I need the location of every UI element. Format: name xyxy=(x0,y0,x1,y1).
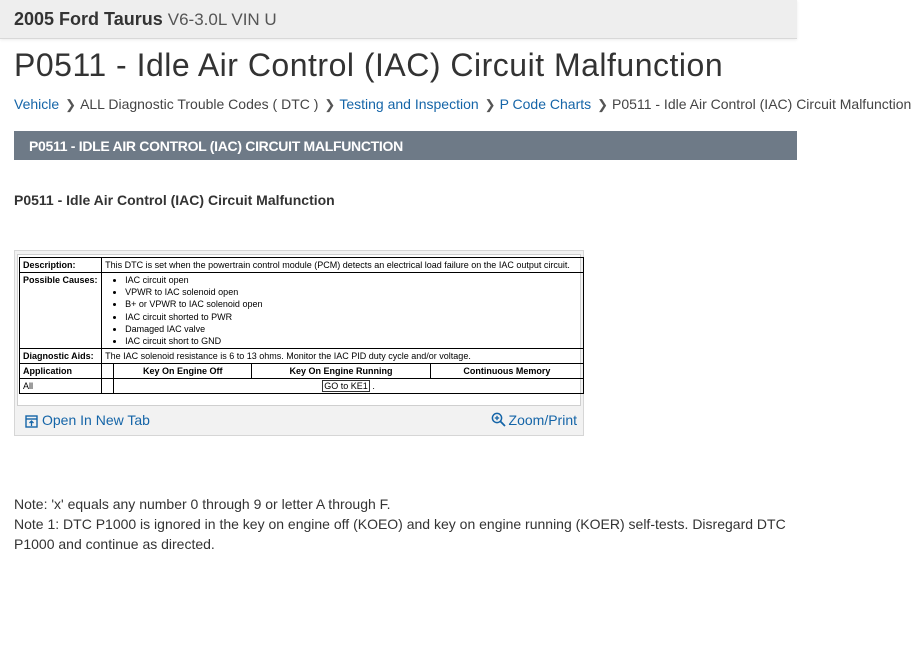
vehicle-header xyxy=(0,0,797,39)
note-x-equals: Note: 'x' equals any number 0 through 9 or letter A through F. xyxy=(14,496,391,512)
open-new-tab-icon xyxy=(25,415,38,428)
notes xyxy=(14,494,789,554)
vehicle-name: 2005 Ford Taurus xyxy=(14,9,163,29)
row-application: All xyxy=(20,379,102,394)
aids-label: Diagnostic Aids: xyxy=(20,349,102,364)
zoom-in-icon xyxy=(491,412,506,427)
chevron-right-icon: ❯ xyxy=(324,97,336,112)
cause-item: • VPWR to IAC solenoid open xyxy=(125,286,580,298)
cause-item: • B+ or VPWR to IAC solenoid open xyxy=(125,298,580,310)
breadcrumb-current: P0511 - Idle Air Control (IAC) Circuit Malfunction xyxy=(612,96,911,112)
chevron-right-icon: ❯ xyxy=(484,97,496,112)
zoom-print-button[interactable] xyxy=(491,412,577,428)
causes-label: Possible Causes: xyxy=(20,273,102,349)
breadcrumb-testing[interactable]: Testing and Inspection xyxy=(339,96,479,112)
section-header-title: P0511 - IDLE AIR CONTROL (IAC) CIRCUIT MALFUNCTION xyxy=(29,138,403,154)
open-in-new-tab-button[interactable] xyxy=(25,412,150,428)
section-header xyxy=(14,131,797,160)
breadcrumb-vehicle[interactable]: Vehicle xyxy=(14,96,60,112)
sub-heading: P0511 - Idle Air Control (IAC) Circuit Malfunction xyxy=(14,192,335,208)
vehicle-engine: V6-3.0L VIN U xyxy=(167,10,277,29)
causes-cell xyxy=(102,273,584,349)
row-spacer xyxy=(102,379,114,394)
goto-suffix: . xyxy=(372,381,375,392)
vehicle-title xyxy=(14,9,277,30)
chevron-right-icon: ❯ xyxy=(597,97,609,112)
dtc-document-image xyxy=(17,254,581,406)
col-spacer xyxy=(102,364,114,379)
col-koer: Key On Engine Running xyxy=(252,364,430,379)
col-continuous-memory: Continuous Memory xyxy=(430,364,583,379)
cause-item: • IAC circuit open xyxy=(125,274,580,286)
page-title: P0511 - Idle Air Control (IAC) Circuit Malfunction xyxy=(14,47,724,83)
col-koeo: Key On Engine Off xyxy=(114,364,252,379)
col-application: Application xyxy=(20,364,102,379)
description-text: This DTC is set when the powertrain control module (PCM) detects an electrical load failure on the IAC output circuit. xyxy=(102,258,584,273)
breadcrumb-p-code-charts[interactable]: P Code Charts xyxy=(499,96,592,112)
breadcrumb-all-dtc: ALL Diagnostic Trouble Codes ( DTC ) xyxy=(80,96,319,112)
causes-list xyxy=(105,274,580,347)
dtc-figure xyxy=(14,250,584,436)
note-1: Note 1: DTC P1000 is ignored in the key on engine off (KOEO) and key on engine running (KOER) self-tests. Disregard DTC P1000 and continue as directed. xyxy=(14,516,786,552)
cause-item: • IAC circuit shorted to PWR xyxy=(125,311,580,323)
description-label: Description: xyxy=(20,258,102,273)
breadcrumb xyxy=(14,96,911,113)
open-in-new-tab-label: Open In New Tab xyxy=(42,412,150,428)
chevron-right-icon: ❯ xyxy=(65,97,77,112)
goto-ke1-link[interactable]: GO to KE1 xyxy=(324,381,368,392)
zoom-print-label: Zoom/Print xyxy=(508,412,577,428)
row-action xyxy=(114,379,584,394)
dtc-table xyxy=(19,257,584,394)
cause-item: • Damaged IAC valve xyxy=(125,323,580,335)
figure-actions xyxy=(15,409,583,433)
cause-item: • IAC circuit short to GND xyxy=(125,335,580,347)
aids-text: The IAC solenoid resistance is 6 to 13 ohms. Monitor the IAC PID duty cycle and/or voltage. xyxy=(102,349,584,364)
